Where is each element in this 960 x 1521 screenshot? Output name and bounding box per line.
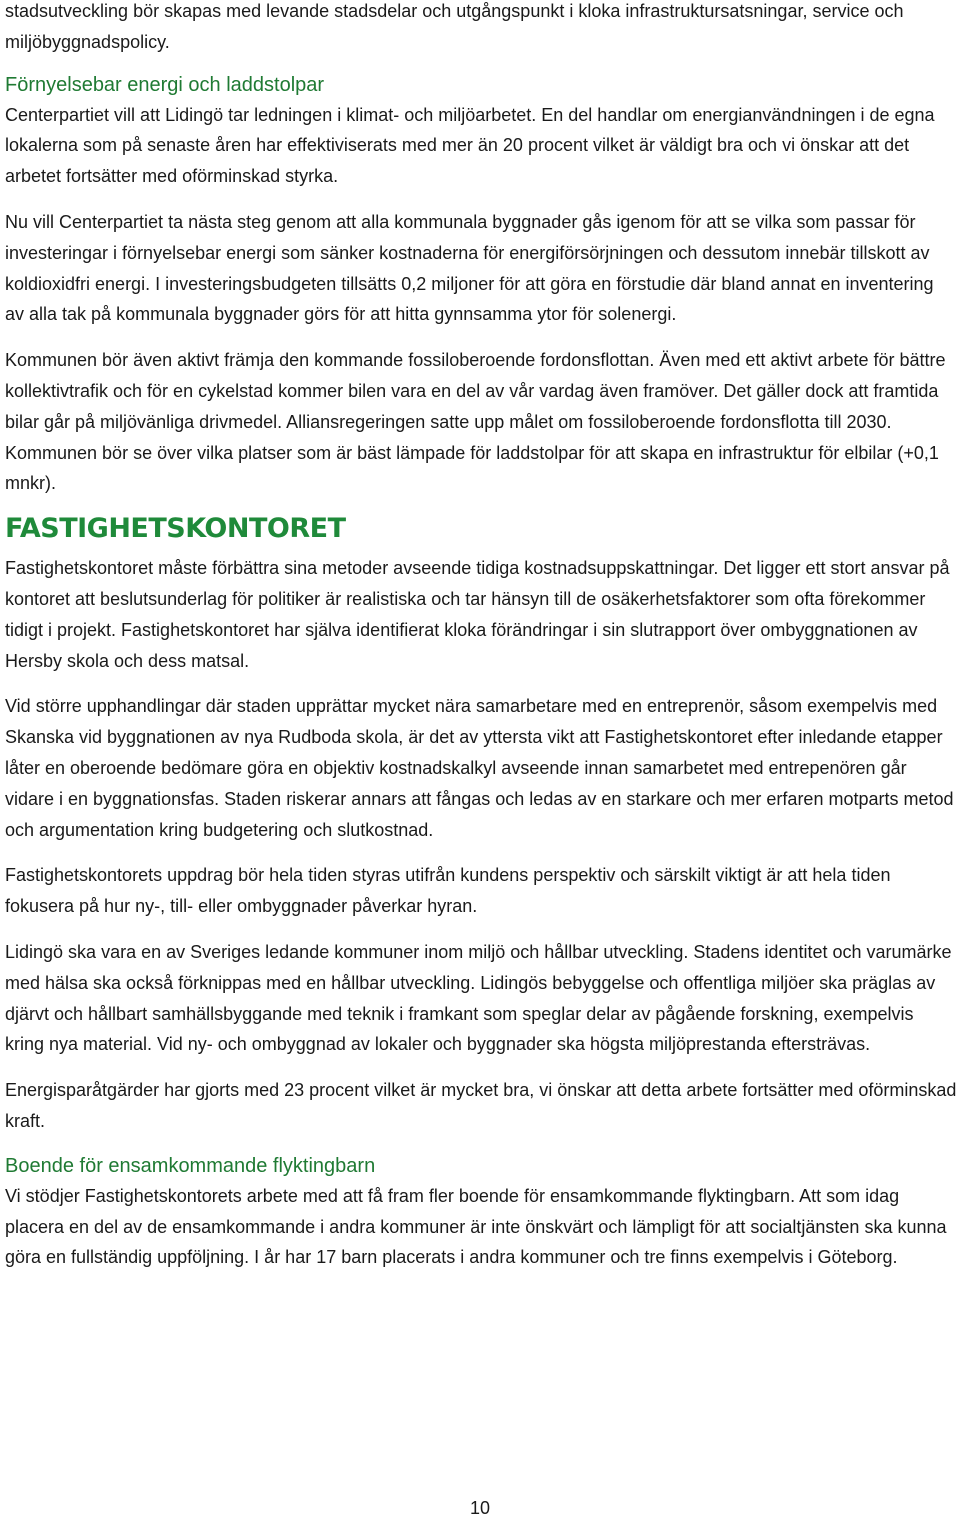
energy-paragraph-1: Centerpartiet vill att Lidingö tar ledningen i klimat- och miljöarbetet. En del handlar om energianvändningen i de egna lokalerna som på senaste åren har effektiviserats med mer än 20 procent vilket är väldigt bra och vi önskar att det arbetet fortsätter med oförminskad styrka. xyxy=(5,104,935,187)
property-paragraph-5: Energisparåtgärder har gjorts med 23 procent vilket är mycket bra, vi önskar att detta arbete fortsätter med oförminskad kraft. xyxy=(5,1080,957,1131)
property-paragraph-3: Fastighetskontorets uppdrag bör hela tiden styras utifrån kundens perspektiv och särskilt viktigt är att hela tiden fokusera på hur ny-, till- eller ombyggnader påverkar hyran. xyxy=(5,865,891,917)
page-number: 10 xyxy=(469,1498,491,1518)
intro-paragraph: stadsutveckling bör skapas med levande stadsdelar och utgångspunkt i kloka infrastruktursatsningar, service och miljöbyggnadspolicy. xyxy=(5,1,904,52)
energy-paragraph-2: Nu vill Centerpartiet ta nästa steg genom att alla kommunala byggnader gås igenom för att se vilka som passar för investeringar i förnyelsebar energi som sänker kostnaderna för energiförsörjningen och dessutom innebär tillskott av koldioxidfri energi. I investeringsbudgeten tillsätts 0,2 miljoner för att göra en förstudie där bland annat en inventering av alla tak på kommunala byggnader görs för att hitta gynnsamma ytor för solenergi. xyxy=(5,211,934,325)
energy-heading: Förnyelsebar energi och laddstolpar xyxy=(5,73,325,96)
property-paragraph-2: Vid större upphandlingar där staden upprättar mycket nära samarbetare med en entreprenör, såsom exempelvis med Skanska vid byggnationen av nya Rudboda skola, är det av yttersta vikt att Fastighetskontoret efter inledande etapper låter en oberoende bedömare göra en objektiv kostnadskalkyl avseende innan samarbetet med entrepenören går vidare i en byggnationsfas. Staden riskerar annars att fångas och ledas av en starkare och mer erfaren motparts metod och argumentation kring budgetering och slutkostnad. xyxy=(5,696,954,840)
refugee-paragraph: Vi stödjer Fastighetskontorets arbete med att få fram fler boende för ensamkommande flyktingbarn. Att som idag placera en del av de ensamkommande i andra kommuner är inte önskvärt och lämpligt för att socialtjänsten ska kunna göra en fullständig uppföljning. I år har 17 barn placerats i andra kommuner och tre finns exempelvis i Göteborg. xyxy=(5,1185,947,1268)
document-page xyxy=(5,0,957,1273)
refugee-heading: Boende för ensamkommande flyktingbarn xyxy=(5,1154,376,1177)
energy-paragraph-3: Kommunen bör även aktivt främja den kommande fossiloberoende fordonsflottan. Även med ett aktivt arbete för bättre kollektivtrafik och för en cykelstad kommer bilen vara en del av vår vardag även framöver. Det gäller dock att framtida bilar går på miljövänliga drivmedel. Alliansregeringen satte upp målet om fossiloberoende fordonsflotta till 2030. Kommunen bör se över vilka platser som är bäst lämpade för laddstolpar för att skapa en infrastruktur för elbilar (+0,1 mnkr). xyxy=(5,350,946,494)
property-paragraph-1: Fastighetskontoret måste förbättra sina metoder avseende tidiga kostnadsuppskattningar. Det ligger ett stort ansvar på kontoret att beslutsunderlag för politiker är realistiska och tar hänsyn till de osäkerhetsfaktorer som ofta förekommer tidigt i projekt. Fastighetskontoret har själva identifierat kloka förändringar i sin slutrapport över ombyggnationen av Hersby skola och dess matsal. xyxy=(5,558,950,671)
property-paragraph-4: Lidingö ska vara en av Sveriges ledande kommuner inom miljö och hållbar utveckling. Stadens identitet och varumärke med hälsa ska också förknippas med en hållbar utveckling. Lidingös bebyggelse och offentliga miljöer ska präglas av djärvt och hållbart samhällsbyggande med teknik i framkant som speglar delar av pågående forskning, exempelvis kring nya material. Vid ny- och ombyggnad av lokaler och byggnader ska högsta miljöprestanda eftersträvas. xyxy=(5,941,952,1055)
property-section-heading: FASTIGHETSKONTORET xyxy=(5,513,346,545)
